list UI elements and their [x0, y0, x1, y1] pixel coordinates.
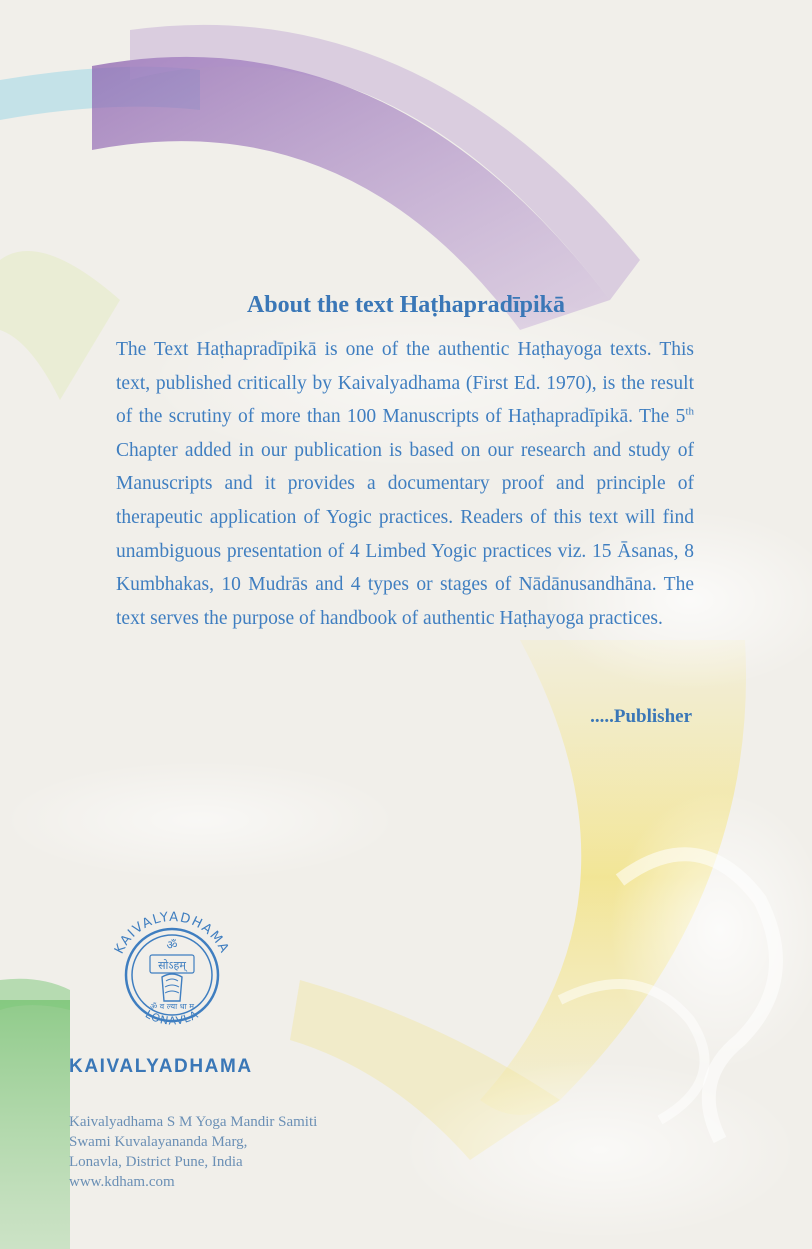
title-term: Haṭhapradīpikā: [399, 292, 566, 318]
seal-ring-bottom-text: LONAVLA: [142, 1007, 201, 1028]
address-line: Swami Kuvalayananda Marg,: [69, 1134, 248, 1150]
title-prefix: About the text: [246, 292, 400, 318]
organization-name: KAIVALYADHAMA: [69, 1056, 253, 1077]
seal-ring-top-text: KAIVALYADHAMA: [111, 909, 233, 957]
publisher-signature: .....Publisher: [590, 706, 692, 727]
description-part-2: Chapter added in our publication is based on our research and study of Manuscripts and it provides a documentary proof and principle of therapeutic application of Yogic practices. Readers of this text will find unambiguous presentation of 4 Limbed Yogic practices viz. 15 Āsanas, 8 Kumbhakas, 10 Mudrās and 4 types or stages of Nādānusandhāna. The text serves the purpose of handbook of authentic Haṭhayoga practices.: [116, 439, 694, 629]
website-url[interactable]: www.kdham.com: [69, 1174, 175, 1190]
description-paragraph: [116, 333, 694, 635]
ordinal-suffix: th: [685, 405, 694, 418]
address-line: Lonavla, District Pune, India: [69, 1154, 243, 1170]
seal-motto: सोऽहम्: [158, 959, 186, 972]
om-symbol: ॐ: [166, 938, 178, 952]
serpent-icon: [162, 974, 182, 1001]
seal-lower-motto: ॐ व ल्या धा म: [149, 1002, 195, 1011]
publisher-address: [69, 1112, 317, 1192]
description-part-1: The Text Haṭhapradīpikā is one of the authentic Haṭhayoga texts. This text, published critically by Kaivalyadhama (First Ed. 1970), is the result of the scrutiny of more than 100 Manuscripts of Haṭhapradīpikā. The 5: [116, 339, 694, 428]
page-title: [0, 292, 812, 319]
address-line: Kaivalyadhama S M Yoga Mandir Samiti: [69, 1114, 318, 1130]
kaivalyadhama-seal-logo: [104, 905, 240, 1041]
